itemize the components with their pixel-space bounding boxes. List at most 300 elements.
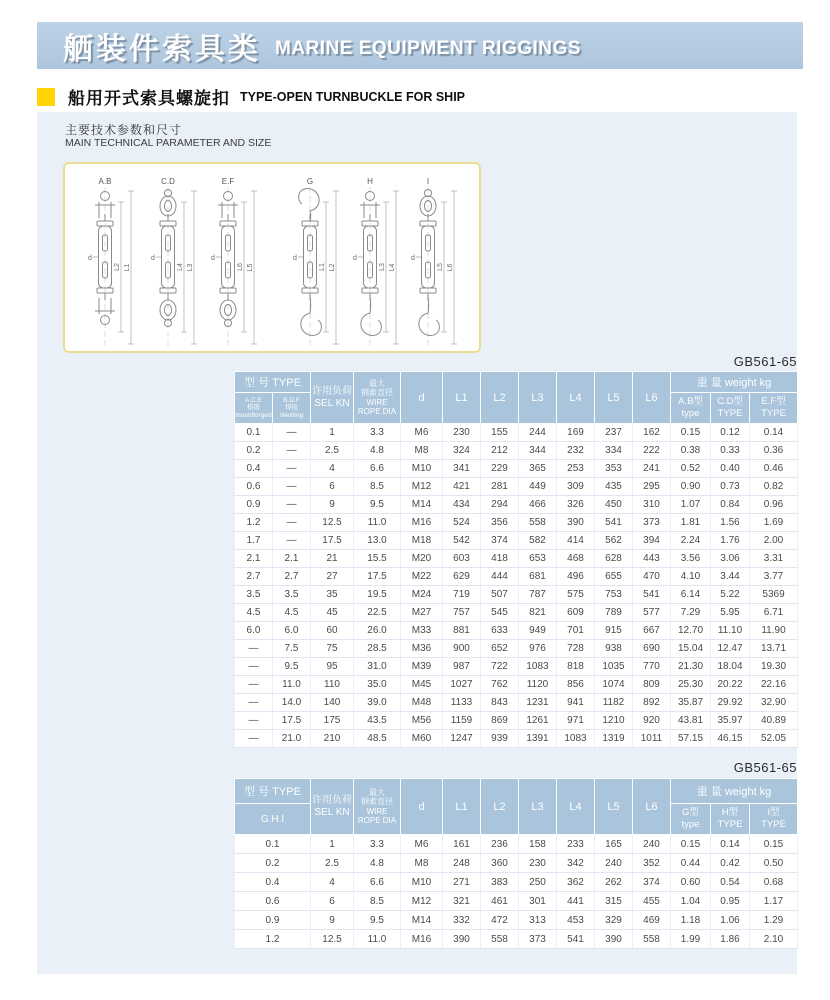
table-cell: 75: [311, 640, 354, 658]
table-cell: 43.5: [354, 712, 401, 730]
table-cell: 449: [519, 478, 557, 496]
table2-wrapper: [234, 778, 798, 949]
table-cell: 461: [481, 892, 519, 911]
table-cell: 26.0: [354, 622, 401, 640]
table-cell: 230: [519, 854, 557, 873]
table-cell: 0.90: [671, 478, 711, 496]
col-header-type-ghi: G.H.I: [235, 804, 311, 835]
table-cell: 2.7: [235, 568, 273, 586]
table-cell: 690: [633, 640, 671, 658]
table-cell: 762: [481, 676, 519, 694]
table-cell: 22.5: [354, 604, 401, 622]
table-row: [235, 873, 798, 892]
table-cell: —: [235, 694, 273, 712]
table-cell: 313: [519, 911, 557, 930]
standard-label-2: GB561-65: [733, 760, 797, 775]
section-marker-square: [37, 88, 55, 106]
col-header-weight2: 重 量 weight kg: [671, 779, 798, 804]
table-cell: 468: [557, 550, 595, 568]
table-cell: 2.1: [235, 550, 273, 568]
table-cell: 21.30: [671, 658, 711, 676]
table-cell: 356: [481, 514, 519, 532]
col-header-weight-cd: C.D型 TYPE: [711, 393, 750, 424]
table-cell: 110: [311, 676, 354, 694]
table-cell: M48: [401, 694, 443, 712]
table-cell: 0.4: [235, 460, 273, 478]
table-cell: 809: [633, 676, 671, 694]
table-row: [235, 640, 798, 658]
table-row: [235, 532, 798, 550]
col-header2-l4: L4: [557, 779, 595, 835]
table-cell: 2.24: [671, 532, 711, 550]
table-cell: 9.5: [273, 658, 311, 676]
table-cell: 609: [557, 604, 595, 622]
table-cell: 1.04: [671, 892, 711, 911]
table-cell: 5.22: [711, 586, 750, 604]
table-cell: 915: [595, 622, 633, 640]
table-cell: M14: [401, 496, 443, 514]
table-cell: 3.77: [750, 568, 798, 586]
table-cell: 753: [595, 586, 633, 604]
table-cell: 46.15: [711, 730, 750, 748]
table-cell: 0.6: [235, 478, 273, 496]
col-header-l4: L4: [557, 372, 595, 424]
section-heading: [37, 84, 465, 109]
col-header-type-bdf: B.D.F 焊接 Welding: [273, 393, 311, 424]
svg-text:d: d: [353, 255, 357, 262]
table-cell: 165: [595, 835, 633, 854]
svg-text:L4: L4: [177, 263, 184, 271]
table-cell: 8.5: [354, 892, 401, 911]
table-cell: 524: [443, 514, 481, 532]
turnbuckle-figure-i: [411, 177, 457, 348]
turnbuckle-figure-ef: [211, 177, 257, 348]
table-cell: 17.5: [354, 568, 401, 586]
table-cell: 95: [311, 658, 354, 676]
parameter-table-ghi: [234, 778, 798, 949]
table-cell: 843: [481, 694, 519, 712]
table-cell: 161: [443, 835, 481, 854]
parameter-table-abcdef: [234, 371, 798, 748]
table-cell: M6: [401, 835, 443, 854]
table-cell: 1247: [443, 730, 481, 748]
table-cell: 1.7: [235, 532, 273, 550]
table-cell: 562: [595, 532, 633, 550]
table-cell: 321: [443, 892, 481, 911]
table-cell: 271: [443, 873, 481, 892]
table-cell: 241: [633, 460, 671, 478]
table-cell: —: [273, 532, 311, 550]
table-cell: 310: [633, 496, 671, 514]
table-cell: 821: [519, 604, 557, 622]
table-cell: 13.71: [750, 640, 798, 658]
table-cell: 15.04: [671, 640, 711, 658]
table-cell: 856: [557, 676, 595, 694]
table-cell: 1.76: [711, 532, 750, 550]
table-cell: 169: [557, 424, 595, 442]
table-cell: 466: [519, 496, 557, 514]
svg-text:L3: L3: [379, 263, 386, 271]
col-header-weight-h: H型 TYPE: [711, 804, 750, 835]
table-cell: 0.2: [235, 442, 273, 460]
table-cell: —: [273, 478, 311, 496]
table-row: [235, 478, 798, 496]
table-cell: 212: [481, 442, 519, 460]
col-header-wire-dia2: 最大 钢索直径 WIRE ROPE DIA: [354, 779, 401, 835]
table-cell: 232: [557, 442, 595, 460]
table-cell: 31.0: [354, 658, 401, 676]
table-cell: 9.5: [354, 911, 401, 930]
table-cell: 0.15: [750, 835, 798, 854]
table-cell: 1: [311, 835, 354, 854]
table-cell: 1011: [633, 730, 671, 748]
table-cell: 2.7: [273, 568, 311, 586]
table-cell: 32.90: [750, 694, 798, 712]
table-cell: 558: [633, 930, 671, 949]
table-cell: 1.18: [671, 911, 711, 930]
table-cell: 17.5: [311, 532, 354, 550]
table-cell: —: [235, 730, 273, 748]
table-cell: 14.0: [273, 694, 311, 712]
table-cell: 1210: [595, 712, 633, 730]
table-cell: 35.87: [671, 694, 711, 712]
table-cell: 1391: [519, 730, 557, 748]
table-cell: M27: [401, 604, 443, 622]
table-cell: 0.96: [750, 496, 798, 514]
table-cell: 334: [595, 442, 633, 460]
table-cell: 0.12: [711, 424, 750, 442]
table-cell: 15.5: [354, 550, 401, 568]
table-cell: 0.52: [671, 460, 711, 478]
table-cell: 1.56: [711, 514, 750, 532]
table-cell: 2.10: [750, 930, 798, 949]
table-cell: 222: [633, 442, 671, 460]
col-header2-l5: L5: [595, 779, 633, 835]
table-cell: 1: [311, 424, 354, 442]
table-cell: 938: [595, 640, 633, 658]
table-cell: 443: [633, 550, 671, 568]
table-cell: 1074: [595, 676, 633, 694]
table-cell: 728: [557, 640, 595, 658]
table-cell: 453: [557, 911, 595, 930]
table-cell: 18.04: [711, 658, 750, 676]
table-cell: 383: [481, 873, 519, 892]
table-row: [235, 622, 798, 640]
table-cell: 22.16: [750, 676, 798, 694]
table-cell: 881: [443, 622, 481, 640]
table-cell: 28.5: [354, 640, 401, 658]
table-cell: M33: [401, 622, 443, 640]
table-cell: M10: [401, 873, 443, 892]
table-cell: 558: [481, 930, 519, 949]
table-cell: 210: [311, 730, 354, 748]
table-cell: 629: [443, 568, 481, 586]
table-cell: 6: [311, 892, 354, 911]
turnbuckle-figure-cd: [151, 177, 197, 348]
table-cell: 229: [481, 460, 519, 478]
table-cell: M56: [401, 712, 443, 730]
table-row: [235, 514, 798, 532]
table-cell: 19.5: [354, 586, 401, 604]
col-header-l5: L5: [595, 372, 633, 424]
table-cell: 0.82: [750, 478, 798, 496]
table-cell: 21: [311, 550, 354, 568]
subtitle-en: MAIN TECHNICAL PARAMETER AND SIZE: [65, 137, 272, 149]
table-cell: 309: [557, 478, 595, 496]
table-cell: 1231: [519, 694, 557, 712]
technical-drawing: [65, 164, 479, 351]
table-cell: 35.97: [711, 712, 750, 730]
header-title-en: MARINE EQUIPMENT RIGGINGS: [275, 37, 581, 59]
table-cell: 719: [443, 586, 481, 604]
table-cell: 920: [633, 712, 671, 730]
table-cell: 11.10: [711, 622, 750, 640]
table-cell: —: [273, 442, 311, 460]
table-cell: 2.00: [750, 532, 798, 550]
header-title-cn: 舾装件索具类: [63, 32, 261, 66]
table-cell: 0.6: [235, 892, 311, 911]
table-cell: 1120: [519, 676, 557, 694]
table-cell: 541: [595, 514, 633, 532]
table-cell: 3.5: [235, 586, 273, 604]
figure-label: G: [306, 177, 314, 186]
table-cell: 12.5: [311, 514, 354, 532]
svg-text:d: d: [211, 255, 215, 262]
table-cell: 0.36: [750, 442, 798, 460]
table-row: [235, 442, 798, 460]
table-cell: 2.1: [273, 550, 311, 568]
table-cell: 5.95: [711, 604, 750, 622]
svg-text:L6: L6: [237, 263, 244, 271]
table-cell: 770: [633, 658, 671, 676]
table-row: [235, 676, 798, 694]
col-header2-l3: L3: [519, 779, 557, 835]
table-cell: M8: [401, 854, 443, 873]
table-row: [235, 550, 798, 568]
table-cell: M36: [401, 640, 443, 658]
table-row: [235, 730, 798, 748]
col-header-load: 许用负荷 SEL KN: [311, 372, 354, 424]
col-header2-l1: L1: [443, 779, 481, 835]
table-cell: 0.42: [711, 854, 750, 873]
col-header-weight-ef: E.F型 TYPE: [750, 393, 798, 424]
table-row: [235, 568, 798, 586]
table-cell: 507: [481, 586, 519, 604]
table-cell: 652: [481, 640, 519, 658]
table-cell: 818: [557, 658, 595, 676]
table-cell: 0.2: [235, 854, 311, 873]
table-cell: 3.06: [711, 550, 750, 568]
table-row: [235, 835, 798, 854]
table-cell: 1319: [595, 730, 633, 748]
table-cell: 892: [633, 694, 671, 712]
table-cell: 421: [443, 478, 481, 496]
svg-text:d: d: [293, 255, 297, 262]
table-row: [235, 930, 798, 949]
table-cell: 0.33: [711, 442, 750, 460]
table-cell: 455: [633, 892, 671, 911]
table-cell: 496: [557, 568, 595, 586]
table-cell: 6.6: [354, 873, 401, 892]
table-cell: 7.5: [273, 640, 311, 658]
table-cell: 6.6: [354, 460, 401, 478]
table-cell: 1.81: [671, 514, 711, 532]
table-cell: M18: [401, 532, 443, 550]
col-header-type2: 型 号 TYPE: [235, 779, 311, 804]
table-cell: 1.29: [750, 911, 798, 930]
table-cell: 787: [519, 586, 557, 604]
table-cell: M12: [401, 892, 443, 911]
table-cell: 441: [557, 892, 595, 911]
table-cell: 374: [633, 873, 671, 892]
subtitle-cn: 主要技术参数和尺寸: [65, 123, 183, 137]
col-header-d: d: [401, 372, 443, 424]
table-cell: 360: [481, 854, 519, 873]
table-cell: 233: [557, 835, 595, 854]
table-cell: 240: [595, 854, 633, 873]
table-cell: 29.92: [711, 694, 750, 712]
table-cell: 444: [481, 568, 519, 586]
table-cell: 324: [443, 442, 481, 460]
table-cell: M22: [401, 568, 443, 586]
table-cell: 4.8: [354, 854, 401, 873]
table-cell: —: [273, 424, 311, 442]
table-cell: 301: [519, 892, 557, 911]
table-cell: 4.5: [273, 604, 311, 622]
table-cell: 582: [519, 532, 557, 550]
table-cell: 9.5: [354, 496, 401, 514]
table-cell: 35: [311, 586, 354, 604]
content-panel: [37, 112, 797, 974]
table-cell: 2.5: [311, 442, 354, 460]
col-header-type: 型 号 TYPE: [235, 372, 311, 393]
table-cell: 13.0: [354, 532, 401, 550]
table-row: [235, 496, 798, 514]
table-cell: 0.73: [711, 478, 750, 496]
table-cell: 45: [311, 604, 354, 622]
table-cell: 20.22: [711, 676, 750, 694]
table-cell: 541: [633, 586, 671, 604]
table-cell: —: [235, 712, 273, 730]
table-cell: 0.14: [750, 424, 798, 442]
table-cell: 4: [311, 460, 354, 478]
table-cell: 329: [595, 911, 633, 930]
table-cell: 0.1: [235, 835, 311, 854]
table-cell: 3.31: [750, 550, 798, 568]
table-cell: 162: [633, 424, 671, 442]
table-cell: 545: [481, 604, 519, 622]
svg-text:L1: L1: [319, 263, 326, 271]
table-cell: 4.5: [235, 604, 273, 622]
table-cell: 1027: [443, 676, 481, 694]
table-cell: 230: [443, 424, 481, 442]
col-header-l6: L6: [633, 372, 671, 424]
table-cell: 4: [311, 873, 354, 892]
table-cell: 7.29: [671, 604, 711, 622]
table-cell: 48.5: [354, 730, 401, 748]
table-cell: 352: [633, 854, 671, 873]
table-cell: 6.14: [671, 586, 711, 604]
table-cell: 949: [519, 622, 557, 640]
table-cell: 253: [557, 460, 595, 478]
table-cell: 43.81: [671, 712, 711, 730]
table-cell: M10: [401, 460, 443, 478]
table-cell: 470: [633, 568, 671, 586]
table-cell: —: [235, 658, 273, 676]
table-cell: 158: [519, 835, 557, 854]
table-cell: 5369: [750, 586, 798, 604]
svg-text:L4: L4: [389, 263, 396, 272]
table-cell: —: [235, 640, 273, 658]
table-cell: 1261: [519, 712, 557, 730]
table-cell: 1159: [443, 712, 481, 730]
table-cell: 11.0: [354, 930, 401, 949]
table-cell: M39: [401, 658, 443, 676]
standard-label-1: GB561-65: [733, 354, 797, 369]
table-cell: 9: [311, 911, 354, 930]
table-cell: 365: [519, 460, 557, 478]
table-cell: 11.0: [273, 676, 311, 694]
table-cell: 390: [595, 930, 633, 949]
table-cell: 655: [595, 568, 633, 586]
table-cell: 1.2: [235, 930, 311, 949]
col-header-d2: d: [401, 779, 443, 835]
figure-box: [63, 162, 481, 353]
table-cell: 3.56: [671, 550, 711, 568]
table-row: [235, 854, 798, 873]
table-cell: 869: [481, 712, 519, 730]
table-cell: 344: [519, 442, 557, 460]
table-cell: 435: [595, 478, 633, 496]
table-cell: 332: [443, 911, 481, 930]
table-cell: 19.30: [750, 658, 798, 676]
table-cell: 1182: [595, 694, 633, 712]
table-cell: 542: [443, 532, 481, 550]
col-header-l2: L2: [481, 372, 519, 424]
table-cell: 281: [481, 478, 519, 496]
col-header-l1: L1: [443, 372, 481, 424]
table-cell: 757: [443, 604, 481, 622]
table-row: [235, 424, 798, 442]
table-cell: —: [273, 514, 311, 532]
table-cell: 681: [519, 568, 557, 586]
table-cell: 3.3: [354, 424, 401, 442]
table-cell: 0.50: [750, 854, 798, 873]
table-cell: M8: [401, 442, 443, 460]
svg-text:d: d: [151, 255, 155, 262]
table-cell: 0.60: [671, 873, 711, 892]
table-cell: 0.44: [671, 854, 711, 873]
table-cell: 39.0: [354, 694, 401, 712]
table-cell: 373: [519, 930, 557, 949]
table-cell: 294: [481, 496, 519, 514]
table-cell: 262: [595, 873, 633, 892]
table-cell: 12.5: [311, 930, 354, 949]
col-header-load2: 许用负荷 SEL KN: [311, 779, 354, 835]
table-cell: M16: [401, 514, 443, 532]
table-row: [235, 460, 798, 478]
col-header-l3: L3: [519, 372, 557, 424]
table-cell: 789: [595, 604, 633, 622]
table-cell: M45: [401, 676, 443, 694]
table-cell: 434: [443, 496, 481, 514]
table-cell: 394: [633, 532, 671, 550]
col-header2-l2: L2: [481, 779, 519, 835]
table-cell: 362: [557, 873, 595, 892]
table-cell: 155: [481, 424, 519, 442]
table-cell: M14: [401, 911, 443, 930]
table-cell: M6: [401, 424, 443, 442]
